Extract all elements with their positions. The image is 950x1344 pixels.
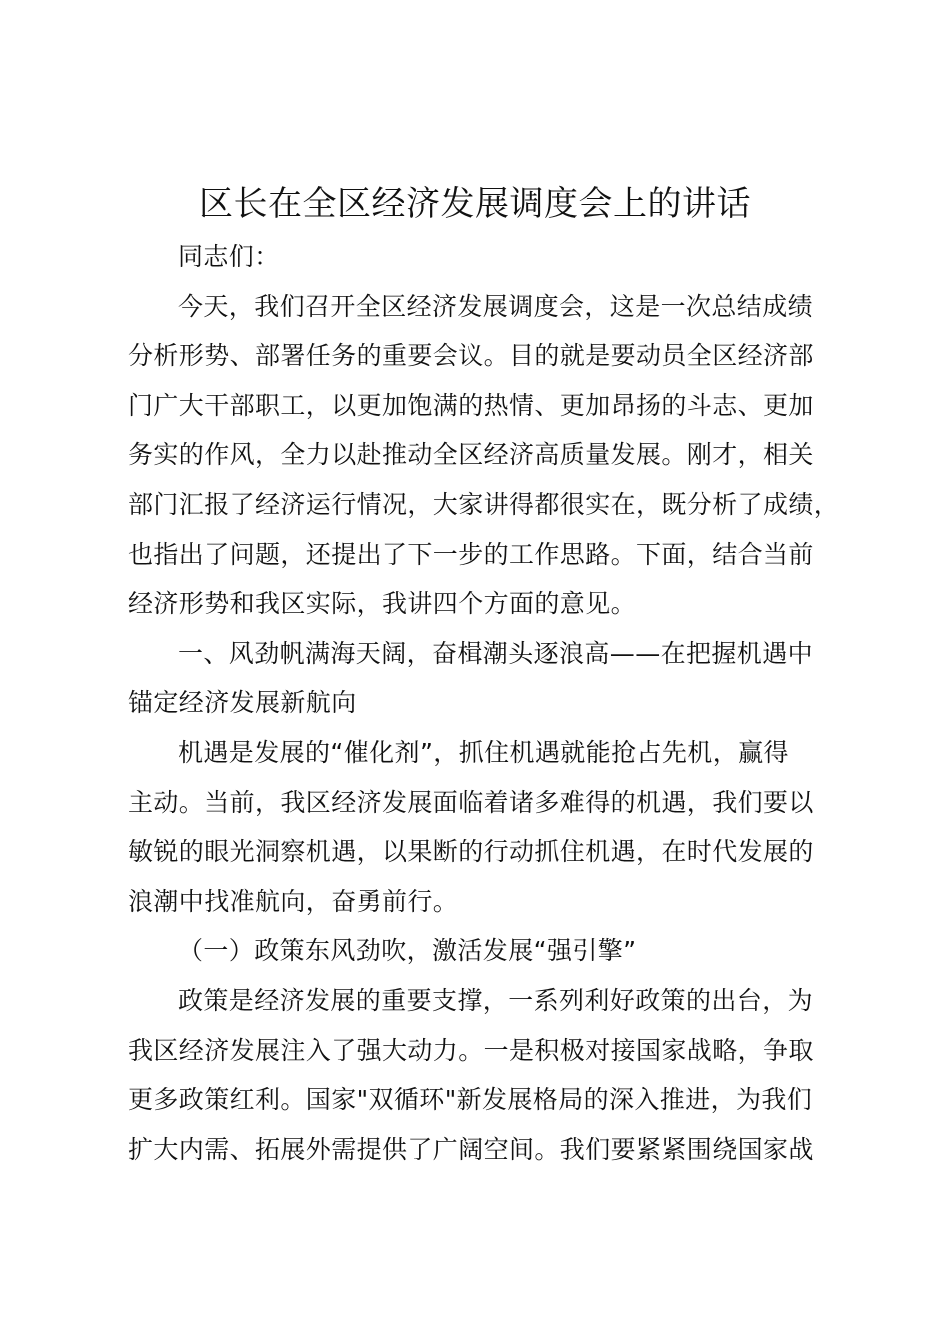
paragraph-line: 分析形势、部署任务的重要会议。目的就是要动员全区经济部	[128, 341, 814, 371]
paragraph-line: （一）政策东风劲吹，激活发展“强引擎”	[178, 936, 637, 966]
paragraph-line: 扩大内需、拓展外需提供了广阔空间。我们要紧紧围绕国家战	[128, 1134, 814, 1164]
paragraph-line: 一、风劲帆满海天阔，奋楫潮头逐浪高——在把握机遇中	[178, 638, 814, 668]
paragraph-line: 政策是经济发展的重要支撑，一系列利好政策的出台，为	[178, 985, 814, 1015]
paragraph-line: 更多政策红利。国家"双循环"新发展格局的深入推进，为我们	[128, 1085, 813, 1115]
paragraph-line: 锚定经济发展新航向	[128, 688, 357, 718]
paragraph-line: 务实的作风，全力以赴推动全区经济高质量发展。刚才，相关	[128, 440, 814, 470]
paragraph-line: 经济形势和我区实际，我讲四个方面的意见。	[128, 589, 637, 619]
paragraph-line: 门广大干部职工，以更加饱满的热情、更加昂扬的斗志、更加	[128, 390, 814, 420]
paragraph-line: 机遇是发展的“催化剂”，抓住机遇就能抢占先机，赢得	[178, 737, 789, 767]
document-body	[128, 232, 868, 1174]
paragraph-line: 我区经济发展注入了强大动力。一是积极对接国家战略，争取	[128, 1035, 814, 1065]
paragraph-line: 敏锐的眼光洞察机遇，以果断的行动抓住机遇，在时代发展的	[128, 837, 814, 867]
paragraph-line: 主动。当前，我区经济发展面临着诸多难得的机遇，我们要以	[128, 787, 814, 817]
paragraph-line: 部门汇报了经济运行情况，大家讲得都很实在，既分析了成绩，	[128, 489, 840, 519]
paragraph-line: 浪潮中找准航向，奋勇前行。	[128, 886, 459, 916]
paragraph-line: 今天，我们召开全区经济发展调度会，这是一次总结成绩	[178, 291, 814, 321]
document-title: 区长在全区经济发展调度会上的讲话	[199, 184, 751, 224]
paragraph-line: 也指出了问题，还提出了下一步的工作思路。下面，结合当前	[128, 539, 814, 569]
paragraph-line: 同志们：	[178, 242, 280, 271]
